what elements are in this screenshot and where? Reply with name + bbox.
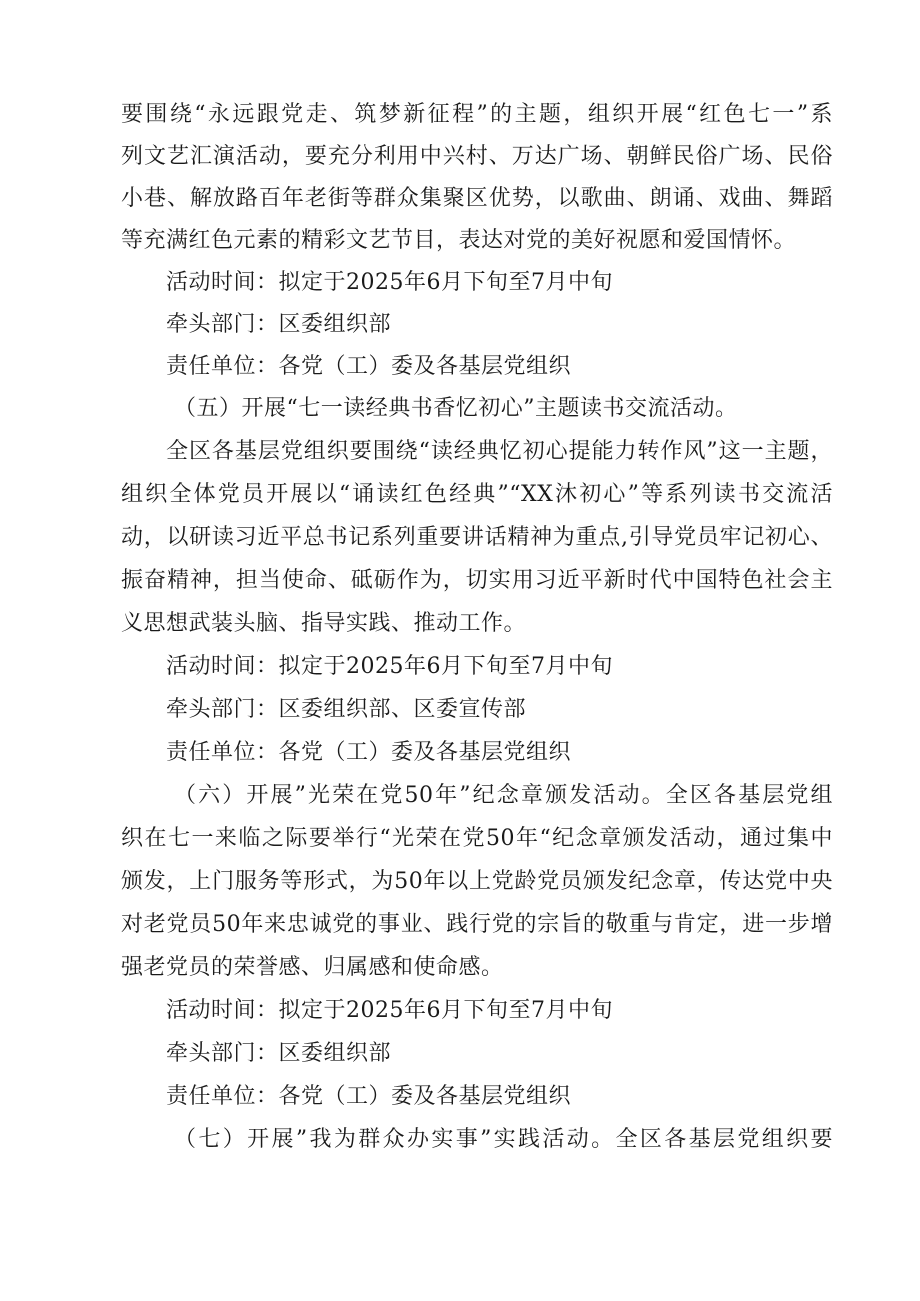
responsible-units: 责任单位：各党（工）委及各基层党组织 (166, 740, 572, 765)
paragraph-line: 对老党员50年来忠诚党的事业、践行党的宗旨的敬重与肯定，进一步增 (121, 912, 833, 937)
lead-department: 牵头部门：区委组织部 (166, 312, 392, 337)
paragraph-line: 全区各基层党组织要围绕“读经典忆初心提能力转作风”这一主题， (166, 439, 833, 464)
paragraph-line: 要围绕“永远跟党走、筑梦新征程”的主题，组织开展“红色七一”系 (121, 102, 833, 127)
paragraph-line: 强老党员的荣誉感、归属感和使命感。 (121, 955, 504, 980)
paragraph-line: 组织全体党员开展以“诵读红色经典”“XX沐初心”等系列读书交流活 (121, 482, 833, 507)
responsible-units: 责任单位：各党（工）委及各基层党组织 (166, 1084, 572, 1109)
paragraph-line: 等充满红色元素的精彩文艺节目，表达对党的美好祝愿和爱国情怀。 (121, 228, 797, 253)
activity-time: 活动时间：拟定于2025年6月下旬至7月中旬 (166, 654, 613, 679)
activity-time: 活动时间：拟定于2025年6月下旬至7月中旬 (166, 998, 613, 1023)
paragraph-line: 动，以研读习近平总书记系列重要讲话精神为重点,引导党员牢记初心、 (121, 525, 833, 550)
paragraph-line: 振奋精神，担当使命、砥砺作为，切实用习近平新时代中国特色社会主 (121, 568, 833, 593)
lead-department: 牵头部门：区委组织部、区委宣传部 (166, 697, 527, 722)
responsible-units: 责任单位：各党（工）委及各基层党组织 (166, 354, 572, 379)
section-heading-line: （六）开展”光荣在党50年”纪念章颁发活动。全区各基层党组 (174, 783, 833, 808)
paragraph-line: 列文艺汇演活动，要充分利用中兴村、万达广场、朝鲜民俗广场、民俗 (121, 144, 833, 169)
paragraph-line: 颁发，上门服务等形式，为50年以上党龄党员颁发纪念章，传达党中央 (121, 869, 833, 894)
paragraph-line: 织在七一来临之际要举行“光荣在党50年“纪念章颁发活动，通过集中 (121, 826, 833, 851)
section-heading: （五）开展“七一读经典书香忆初心”主题读书交流活动。 (174, 396, 738, 421)
paragraph-line: 义思想武装头脑、指导实践、推动工作。 (121, 611, 527, 636)
lead-department: 牵头部门：区委组织部 (166, 1041, 392, 1066)
section-heading-line: （七）开展”我为群众办实事”实践活动。全区各基层党组织要 (174, 1127, 833, 1152)
activity-time: 活动时间：拟定于2025年6月下旬至7月中旬 (166, 270, 613, 295)
paragraph-line: 小巷、解放路百年老街等群众集聚区优势，以歌曲、朗诵、戏曲、舞蹈 (121, 186, 833, 211)
